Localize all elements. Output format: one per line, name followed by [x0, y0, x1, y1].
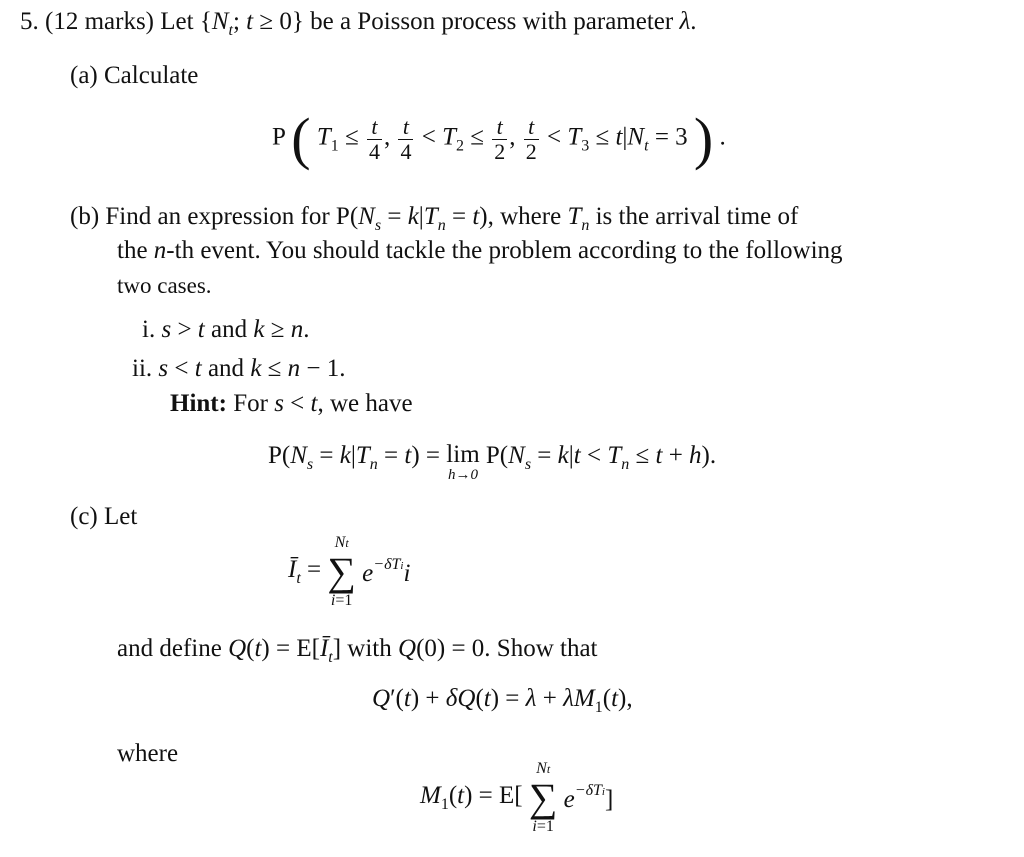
part-c-sum-formula: $Ī_t$ = Nt ∑ i=1 $e^{-\delta Ti}i$ — [288, 534, 411, 609]
part-c-text: Let — [104, 503, 138, 530]
problem-header — [20, 8, 697, 40]
formula-prefix: P — [272, 123, 285, 151]
intro-set: {$N_t$; t ≥ 0} — [199, 8, 304, 39]
part-a-label: (a) — [70, 62, 98, 89]
part-b-line1: (b) Find an expression for $P(N_s = k|T_n = t)$, where $T_n$ is the arrival time of — [70, 203, 799, 234]
part-a-formula: P ( $T_1$ ≤ $\frac{t}{4}$ , $\frac{t}{4}$ < $T_2$ ≤ $\frac{t}{2}$ , $\frac{t}{2}$ < $T_3 \le t|N_t = 3$ ) . — [272, 106, 726, 171]
part-b-line2: the n-th event. You should tackle the problem according to the following — [117, 237, 843, 264]
part-c-define: and define $Q(t) = E[Ī_t]$ with Q(0) = 0. Show that — [117, 635, 598, 666]
hint-label: Hint: — [170, 390, 227, 417]
intro-rest: be a Poisson process with parameter λ. — [310, 8, 697, 35]
part-b-line3: two cases. — [117, 273, 212, 298]
case-ii: ii. s < t and k ≤ n − 1. — [132, 355, 346, 382]
part-c-heading — [70, 503, 137, 531]
part-a-heading — [70, 62, 198, 90]
problem-marks: (12 marks) — [45, 8, 154, 35]
part-c-m1-formula: $M_1(t) = E$[ Nt ∑ i=1 $e^{-\delta Ti}$] — [420, 760, 614, 835]
part-b-label: (b) — [70, 203, 100, 230]
hint-formula: $P(N_s = k|T_n = t)$ = lim h→0 $P(N_s = k|t < T_n \le t + h)$. — [268, 441, 717, 483]
part-a-text: Calculate — [104, 62, 199, 89]
hint: Hint: For s < t, we have — [170, 390, 413, 417]
problem-number: 5. — [20, 8, 39, 35]
intro-text: Let — [160, 8, 194, 35]
case-i: i. s > t and k ≥ n. — [142, 316, 310, 343]
part-c-where: where — [117, 740, 179, 767]
part-c-label: (c) — [70, 503, 98, 530]
part-c-ode: $Q'(t) + \delta Q(t) = \lambda + \lambda M_1(t)$, — [372, 685, 633, 716]
